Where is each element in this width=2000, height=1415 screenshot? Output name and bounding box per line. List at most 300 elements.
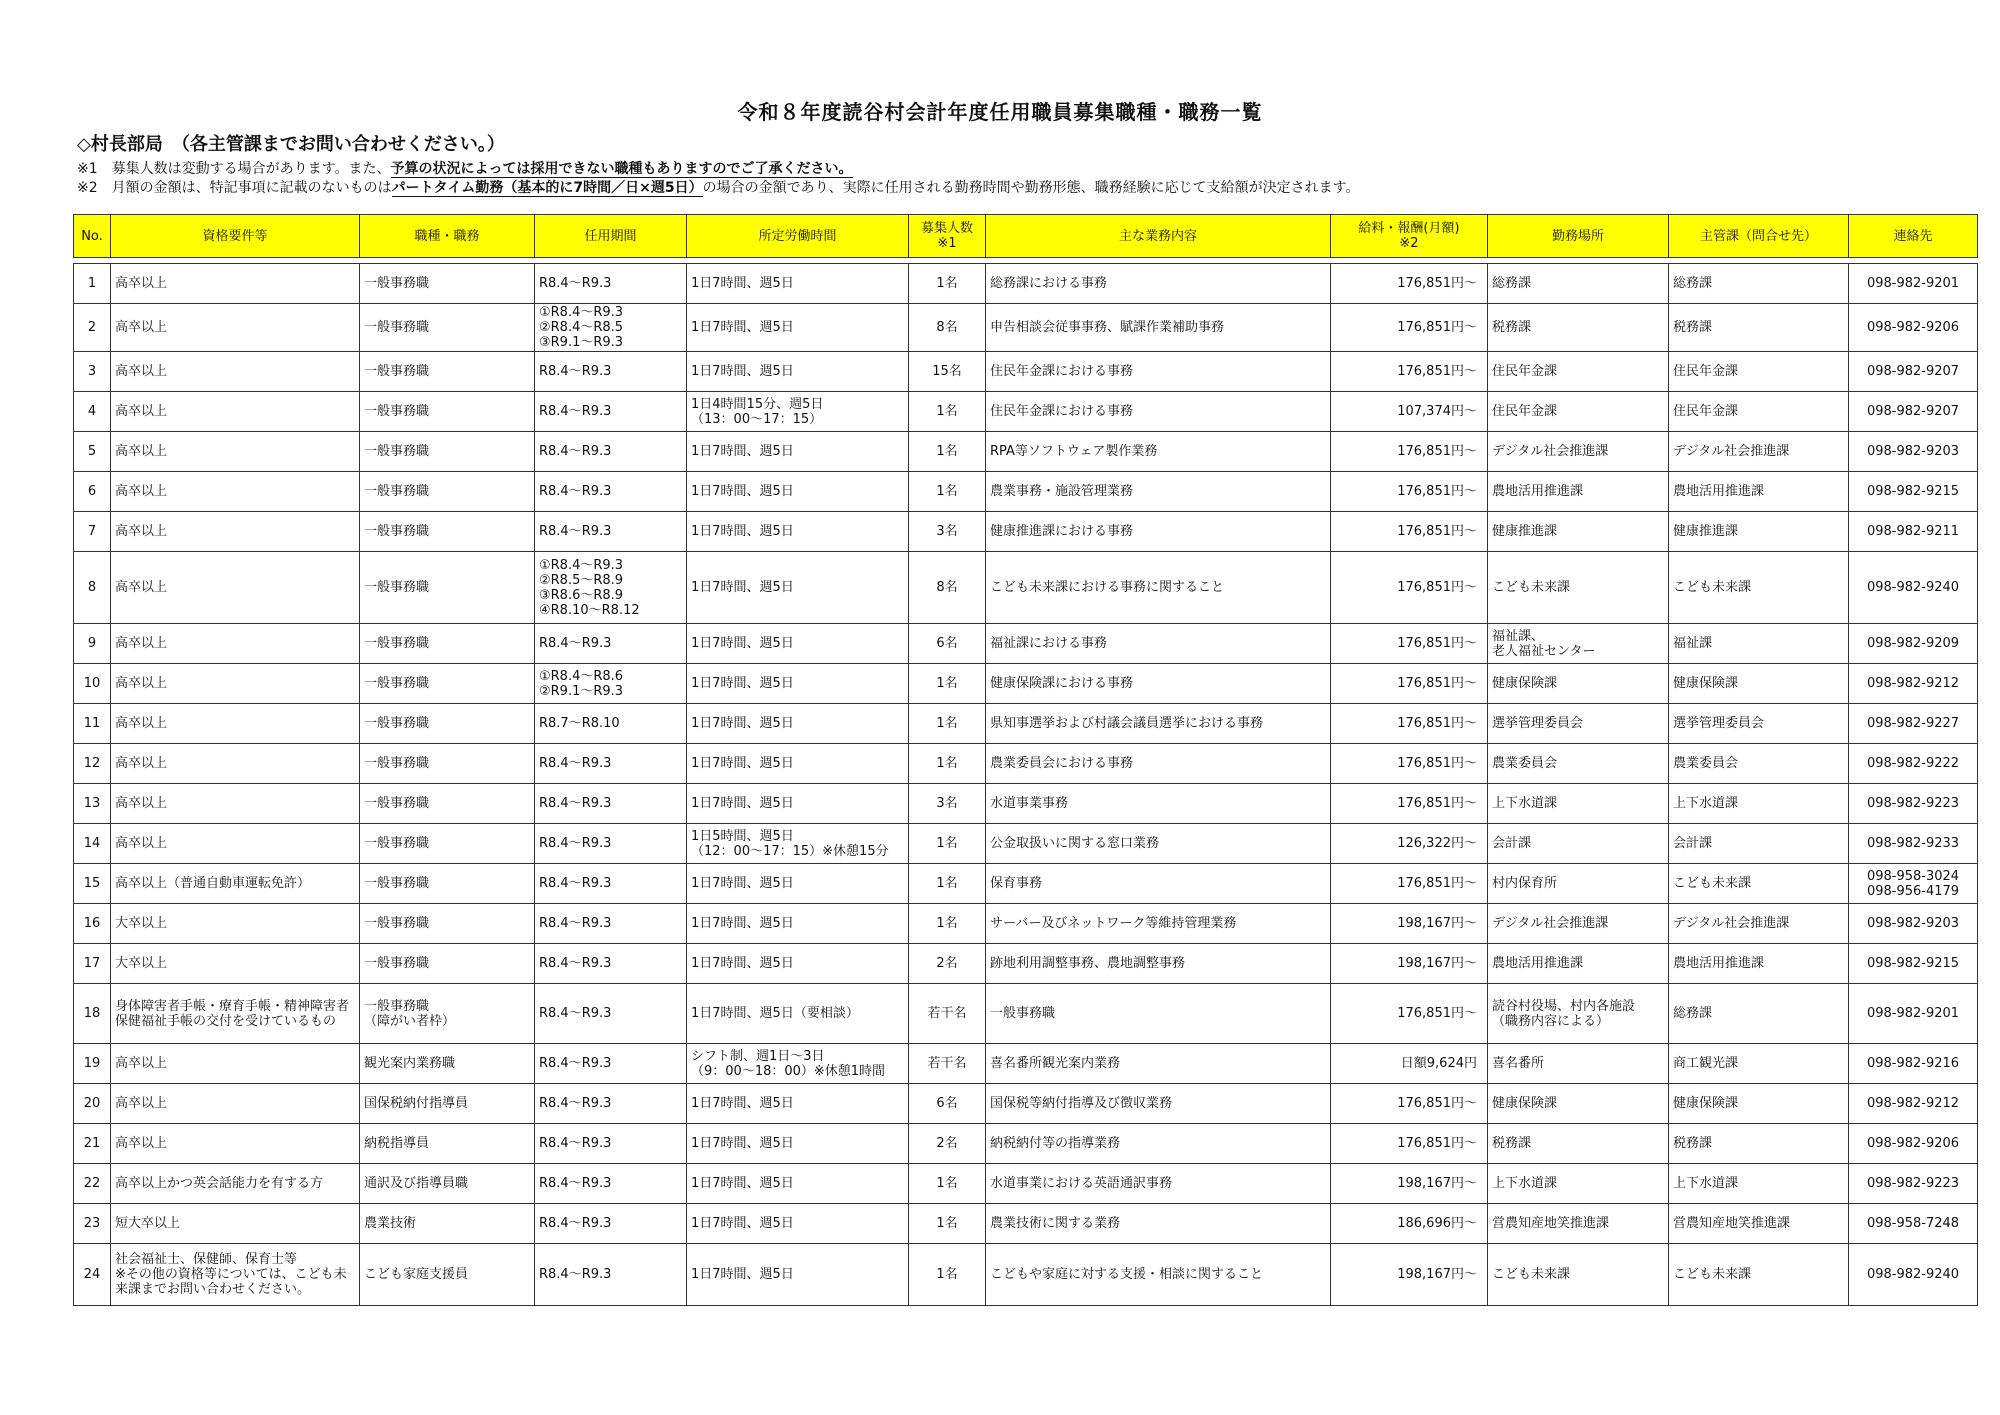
row-number: 17 bbox=[74, 944, 111, 984]
row-number: 9 bbox=[74, 624, 111, 664]
job-cell: 一般事務職 bbox=[360, 624, 535, 664]
hours-cell: 1日7時間、週5日 bbox=[687, 1124, 909, 1164]
department-cell: 商工観光課 bbox=[1669, 1044, 1849, 1084]
job-cell: 一般事務職 bbox=[360, 784, 535, 824]
pay-cell: 176,851円～ bbox=[1331, 512, 1488, 552]
qualification-cell: 高卒以上 bbox=[111, 432, 360, 472]
department-cell: 住民年金課 bbox=[1669, 352, 1849, 392]
row-number: 20 bbox=[74, 1084, 111, 1124]
department-cell: 農地活用推進課 bbox=[1669, 944, 1849, 984]
row-number: 5 bbox=[74, 432, 111, 472]
table-row bbox=[74, 744, 1978, 784]
job-cell: 一般事務職 bbox=[360, 704, 535, 744]
contact-cell: 098-958-7248 bbox=[1849, 1204, 1978, 1244]
job-cell: 一般事務職 bbox=[360, 392, 535, 432]
hours-cell: 1日7時間、週5日 bbox=[687, 432, 909, 472]
row-number: 24 bbox=[74, 1244, 111, 1306]
page-title: 令和８年度読谷村会計年度任用職員募集職種・職務一覧 bbox=[737, 100, 1263, 124]
duties-cell: 国保税等納付指導及び徴収業務 bbox=[986, 1084, 1331, 1124]
duties-cell: 喜名番所観光案内業務 bbox=[986, 1044, 1331, 1084]
count-cell: 15名 bbox=[909, 352, 986, 392]
contact-cell: 098-982-9201 bbox=[1849, 984, 1978, 1044]
pay-cell: 176,851円～ bbox=[1331, 1124, 1488, 1164]
table-row bbox=[74, 984, 1978, 1044]
department-cell: 上下水道課 bbox=[1669, 784, 1849, 824]
department-cell: 総務課 bbox=[1669, 264, 1849, 304]
row-number: 2 bbox=[74, 304, 111, 352]
department-cell: 健康推進課 bbox=[1669, 512, 1849, 552]
period-cell: R8.4～R9.3 bbox=[535, 824, 687, 864]
department-cell: デジタル社会推進課 bbox=[1669, 432, 1849, 472]
period-cell: R8.7～R8.10 bbox=[535, 704, 687, 744]
qualification-cell: 高卒以上 bbox=[111, 392, 360, 432]
duties-cell: 総務課における事務 bbox=[986, 264, 1331, 304]
duties-cell: こども未来課における事務に関すること bbox=[986, 552, 1331, 624]
contact-cell: 098-982-9203 bbox=[1849, 904, 1978, 944]
pay-cell: 176,851円～ bbox=[1331, 744, 1488, 784]
row-number: 8 bbox=[74, 552, 111, 624]
duties-cell: 一般事務職 bbox=[986, 984, 1331, 1044]
count-cell: 2名 bbox=[909, 944, 986, 984]
note-2-rest: の場合の金額であり、実際に任用される勤務時間や勤務形態、職務経験に応じて支給額が決定されます。 bbox=[702, 180, 1360, 196]
job-cell: 国保税納付指導員 bbox=[360, 1084, 535, 1124]
place-cell: 上下水道課 bbox=[1488, 1164, 1669, 1204]
qualification-cell: 高卒以上かつ英会話能力を有する方 bbox=[111, 1164, 360, 1204]
contact-cell: 098-982-9212 bbox=[1849, 664, 1978, 704]
qualification-cell: 身体障害者手帳・療育手帳・精神障害者保健福祉手帳の交付を受けているもの bbox=[111, 984, 360, 1044]
period-cell: R8.4～R9.3 bbox=[535, 1084, 687, 1124]
contact-cell: 098-982-9209 bbox=[1849, 624, 1978, 664]
place-cell: デジタル社会推進課 bbox=[1488, 904, 1669, 944]
duties-cell: 農業委員会における事務 bbox=[986, 744, 1331, 784]
duties-cell: RPA等ソフトウェア製作業務 bbox=[986, 432, 1331, 472]
count-cell: 1名 bbox=[909, 1164, 986, 1204]
count-cell: 1名 bbox=[909, 864, 986, 904]
count-cell: 1名 bbox=[909, 904, 986, 944]
header-count: 募集人数 ※1 bbox=[909, 215, 986, 258]
table-row bbox=[74, 824, 1978, 864]
table-row bbox=[74, 1044, 1978, 1084]
qualification-cell: 高卒以上 bbox=[111, 264, 360, 304]
place-cell: 村内保育所 bbox=[1488, 864, 1669, 904]
qualification-cell: 高卒以上 bbox=[111, 552, 360, 624]
note-1 bbox=[77, 158, 853, 178]
period-cell: R8.4～R9.3 bbox=[535, 864, 687, 904]
pay-cell: 198,167円～ bbox=[1331, 944, 1488, 984]
table-row bbox=[74, 1124, 1978, 1164]
count-cell: 1名 bbox=[909, 1204, 986, 1244]
count-cell: 1名 bbox=[909, 704, 986, 744]
header-duties: 主な業務内容 bbox=[986, 215, 1331, 258]
job-cell: 納税指導員 bbox=[360, 1124, 535, 1164]
job-cell: 一般事務職 bbox=[360, 552, 535, 624]
pay-cell: 176,851円～ bbox=[1331, 552, 1488, 624]
pay-cell: 198,167円～ bbox=[1331, 1164, 1488, 1204]
period-cell: R8.4～R9.3 bbox=[535, 784, 687, 824]
table-row bbox=[74, 552, 1978, 624]
hours-cell: 1日7時間、週5日 bbox=[687, 1084, 909, 1124]
row-number: 22 bbox=[74, 1164, 111, 1204]
place-cell: 税務課 bbox=[1488, 1124, 1669, 1164]
pay-cell: 176,851円～ bbox=[1331, 784, 1488, 824]
period-cell: R8.4～R9.3 bbox=[535, 352, 687, 392]
place-cell: 健康推進課 bbox=[1488, 512, 1669, 552]
period-cell: ①R8.4～R9.3 ②R8.4～R8.5 ③R9.1～R9.3 bbox=[535, 304, 687, 352]
period-cell: R8.4～R9.3 bbox=[535, 1124, 687, 1164]
pay-cell: 176,851円～ bbox=[1331, 264, 1488, 304]
duties-cell: こどもや家庭に対する支援・相談に関すること bbox=[986, 1244, 1331, 1306]
duties-cell: 納税納付等の指導業務 bbox=[986, 1124, 1331, 1164]
department-cell: 税務課 bbox=[1669, 1124, 1849, 1164]
duties-cell: 農業事務・施設管理業務 bbox=[986, 472, 1331, 512]
job-cell: 一般事務職 bbox=[360, 432, 535, 472]
header-pay: 給料・報酬(月額) ※2 bbox=[1331, 215, 1488, 258]
row-number: 18 bbox=[74, 984, 111, 1044]
hours-cell: 1日7時間、週5日（要相談） bbox=[687, 984, 909, 1044]
period-cell: R8.4～R9.3 bbox=[535, 512, 687, 552]
department-cell: 上下水道課 bbox=[1669, 1164, 1849, 1204]
department-cell: 農業委員会 bbox=[1669, 744, 1849, 784]
table-row bbox=[74, 392, 1978, 432]
table-row bbox=[74, 944, 1978, 984]
place-cell: こども未来課 bbox=[1488, 1244, 1669, 1306]
contact-cell: 098-982-9222 bbox=[1849, 744, 1978, 784]
period-cell: R8.4～R9.3 bbox=[535, 432, 687, 472]
duties-cell: 申告相談会従事事務、賦課作業補助事務 bbox=[986, 304, 1331, 352]
place-cell: 農地活用推進課 bbox=[1488, 472, 1669, 512]
period-cell: R8.4～R9.3 bbox=[535, 472, 687, 512]
note-1-text: ※1 募集人数は変動する場合があります。また、 bbox=[77, 161, 391, 177]
pay-cell: 107,374円～ bbox=[1331, 392, 1488, 432]
table-row bbox=[74, 472, 1978, 512]
table-row bbox=[74, 264, 1978, 304]
table-row bbox=[74, 664, 1978, 704]
count-cell: 1名 bbox=[909, 1244, 986, 1306]
contact-cell: 098-982-9207 bbox=[1849, 392, 1978, 432]
table-row bbox=[74, 304, 1978, 352]
contact-cell: 098-982-9223 bbox=[1849, 784, 1978, 824]
hours-cell: 1日7時間、週5日 bbox=[687, 512, 909, 552]
job-list-table bbox=[73, 214, 1978, 1306]
duties-cell: 水道事業事務 bbox=[986, 784, 1331, 824]
place-cell: デジタル社会推進課 bbox=[1488, 432, 1669, 472]
hours-cell: 1日7時間、週5日 bbox=[687, 704, 909, 744]
period-cell: R8.4～R9.3 bbox=[535, 984, 687, 1044]
place-cell: 上下水道課 bbox=[1488, 784, 1669, 824]
row-number: 3 bbox=[74, 352, 111, 392]
hours-cell: 1日7時間、週5日 bbox=[687, 1204, 909, 1244]
job-cell: 一般事務職 bbox=[360, 304, 535, 352]
period-cell: R8.4～R9.3 bbox=[535, 1044, 687, 1084]
pay-cell: 176,851円～ bbox=[1331, 352, 1488, 392]
pay-cell: 176,851円～ bbox=[1331, 432, 1488, 472]
duties-cell: 公金取扱いに関する窓口業務 bbox=[986, 824, 1331, 864]
contact-cell: 098-982-9206 bbox=[1849, 304, 1978, 352]
row-number: 4 bbox=[74, 392, 111, 432]
contact-cell: 098-958-3024 098-956-4179 bbox=[1849, 864, 1978, 904]
row-number: 1 bbox=[74, 264, 111, 304]
pay-cell: 198,167円～ bbox=[1331, 904, 1488, 944]
note-1-emphasis: 予算の状況によっては採用できない職種もありますのでご了承ください。 bbox=[390, 161, 853, 177]
period-cell: R8.4～R9.3 bbox=[535, 1164, 687, 1204]
job-cell: 一般事務職 （障がい者枠） bbox=[360, 984, 535, 1044]
hours-cell: 1日7時間、週5日 bbox=[687, 264, 909, 304]
department-cell: 総務課 bbox=[1669, 984, 1849, 1044]
header-job: 職種・職務 bbox=[360, 215, 535, 258]
department-cell: 住民年金課 bbox=[1669, 392, 1849, 432]
pay-cell: 176,851円～ bbox=[1331, 664, 1488, 704]
pay-cell: 176,851円～ bbox=[1331, 1084, 1488, 1124]
contact-cell: 098-982-9211 bbox=[1849, 512, 1978, 552]
job-cell: 一般事務職 bbox=[360, 664, 535, 704]
place-cell: 税務課 bbox=[1488, 304, 1669, 352]
pay-cell: 198,167円～ bbox=[1331, 1244, 1488, 1306]
job-cell: 一般事務職 bbox=[360, 864, 535, 904]
note-2 bbox=[77, 177, 1359, 197]
qualification-cell: 大卒以上 bbox=[111, 904, 360, 944]
header-no: No. bbox=[74, 215, 111, 258]
period-cell: R8.4～R9.3 bbox=[535, 1204, 687, 1244]
period-cell: R8.4～R9.3 bbox=[535, 264, 687, 304]
job-cell: 一般事務職 bbox=[360, 352, 535, 392]
duties-cell: 跡地利用調整事務、農地調整事務 bbox=[986, 944, 1331, 984]
count-cell: 1名 bbox=[909, 664, 986, 704]
row-number: 12 bbox=[74, 744, 111, 784]
qualification-cell: 高卒以上 bbox=[111, 1084, 360, 1124]
table-row bbox=[74, 432, 1978, 472]
contact-cell: 098-982-9227 bbox=[1849, 704, 1978, 744]
job-cell: 一般事務職 bbox=[360, 944, 535, 984]
place-cell: 健康保険課 bbox=[1488, 1084, 1669, 1124]
job-cell: 一般事務職 bbox=[360, 472, 535, 512]
header-place: 勤務場所 bbox=[1488, 215, 1669, 258]
period-cell: R8.4～R9.3 bbox=[535, 744, 687, 784]
place-cell: 総務課 bbox=[1488, 264, 1669, 304]
row-number: 19 bbox=[74, 1044, 111, 1084]
job-cell: 一般事務職 bbox=[360, 264, 535, 304]
pay-cell: 176,851円～ bbox=[1331, 984, 1488, 1044]
pay-cell: 176,851円～ bbox=[1331, 472, 1488, 512]
contact-cell: 098-982-9223 bbox=[1849, 1164, 1978, 1204]
table-row bbox=[74, 1204, 1978, 1244]
row-number: 16 bbox=[74, 904, 111, 944]
job-cell: 通訳及び指導員職 bbox=[360, 1164, 535, 1204]
table-row bbox=[74, 904, 1978, 944]
department-cell: 営農知産地笑推進課 bbox=[1669, 1204, 1849, 1244]
pay-cell: 176,851円～ bbox=[1331, 704, 1488, 744]
department-cell: 健康保険課 bbox=[1669, 664, 1849, 704]
place-cell: 福祉課、 老人福祉センター bbox=[1488, 624, 1669, 664]
row-number: 6 bbox=[74, 472, 111, 512]
contact-cell: 098-982-9215 bbox=[1849, 944, 1978, 984]
job-cell: 一般事務職 bbox=[360, 824, 535, 864]
period-cell: R8.4～R9.3 bbox=[535, 944, 687, 984]
department-cell: 会計課 bbox=[1669, 824, 1849, 864]
job-cell: こども家庭支援員 bbox=[360, 1244, 535, 1306]
job-cell: 農業技術 bbox=[360, 1204, 535, 1244]
pay-cell: 176,851円～ bbox=[1331, 864, 1488, 904]
contact-cell: 098-982-9207 bbox=[1849, 352, 1978, 392]
qualification-cell: 高卒以上（普通自動車運転免許） bbox=[111, 864, 360, 904]
qualification-cell: 高卒以上 bbox=[111, 624, 360, 664]
count-cell: 3名 bbox=[909, 512, 986, 552]
hours-cell: 1日7時間、週5日 bbox=[687, 904, 909, 944]
department-cell: デジタル社会推進課 bbox=[1669, 904, 1849, 944]
place-cell: 住民年金課 bbox=[1488, 392, 1669, 432]
row-number: 14 bbox=[74, 824, 111, 864]
qualification-cell: 高卒以上 bbox=[111, 1124, 360, 1164]
hours-cell: 1日7時間、週5日 bbox=[687, 304, 909, 352]
qualification-cell: 大卒以上 bbox=[111, 944, 360, 984]
hours-cell: 1日7時間、週5日 bbox=[687, 1164, 909, 1204]
row-number: 11 bbox=[74, 704, 111, 744]
row-number: 15 bbox=[74, 864, 111, 904]
hours-cell: 1日7時間、週5日 bbox=[687, 944, 909, 984]
header-hours: 所定労働時間 bbox=[687, 215, 909, 258]
hours-cell: 1日7時間、週5日 bbox=[687, 784, 909, 824]
place-cell: 営農知産地笑推進課 bbox=[1488, 1204, 1669, 1244]
department-cell: こども未来課 bbox=[1669, 864, 1849, 904]
hours-cell: 1日7時間、週5日 bbox=[687, 472, 909, 512]
header-period: 任用期間 bbox=[535, 215, 687, 258]
duties-cell: 健康保険課における事務 bbox=[986, 664, 1331, 704]
table-row bbox=[74, 512, 1978, 552]
department-cell: 農地活用推進課 bbox=[1669, 472, 1849, 512]
pay-cell: 176,851円～ bbox=[1331, 624, 1488, 664]
table-row bbox=[74, 704, 1978, 744]
department-cell: 福祉課 bbox=[1669, 624, 1849, 664]
note-2-text: ※2 月額の金額は、特記事項に記載のないものは bbox=[77, 180, 392, 196]
section-heading: ◇村長部局 （各主管課までお問い合わせください。） bbox=[77, 134, 505, 155]
qualification-cell: 高卒以上 bbox=[111, 304, 360, 352]
duties-cell: 県知事選挙および村議会議員選挙における事務 bbox=[986, 704, 1331, 744]
department-cell: こども未来課 bbox=[1669, 552, 1849, 624]
hours-cell: 1日4時間15分、週5日 （13：00～17：15） bbox=[687, 392, 909, 432]
place-cell: 喜名番所 bbox=[1488, 1044, 1669, 1084]
contact-cell: 098-982-9212 bbox=[1849, 1084, 1978, 1124]
hours-cell: 1日5時間、週5日 （12：00～17：15）※休憩15分 bbox=[687, 824, 909, 864]
period-cell: R8.4～R9.3 bbox=[535, 1244, 687, 1306]
count-cell: 2名 bbox=[909, 1124, 986, 1164]
qualification-cell: 短大卒以上 bbox=[111, 1204, 360, 1244]
count-cell: 若干名 bbox=[909, 1044, 986, 1084]
contact-cell: 098-982-9240 bbox=[1849, 552, 1978, 624]
pay-cell: 186,696円～ bbox=[1331, 1204, 1488, 1244]
duties-cell: 住民年金課における事務 bbox=[986, 352, 1331, 392]
count-cell: 1名 bbox=[909, 264, 986, 304]
table-row bbox=[74, 784, 1978, 824]
department-cell: 健康保険課 bbox=[1669, 1084, 1849, 1124]
hours-cell: 1日7時間、週5日 bbox=[687, 552, 909, 624]
count-cell: 6名 bbox=[909, 624, 986, 664]
qualification-cell: 高卒以上 bbox=[111, 744, 360, 784]
hours-cell: 1日7時間、週5日 bbox=[687, 624, 909, 664]
place-cell: 住民年金課 bbox=[1488, 352, 1669, 392]
period-cell: ①R8.4～R8.6 ②R9.1～R9.3 bbox=[535, 664, 687, 704]
header-department: 主管課（問合せ先） bbox=[1669, 215, 1849, 258]
table-row bbox=[74, 624, 1978, 664]
count-cell: 1名 bbox=[909, 744, 986, 784]
count-cell: 8名 bbox=[909, 552, 986, 624]
department-cell: 選挙管理委員会 bbox=[1669, 704, 1849, 744]
qualification-cell: 高卒以上 bbox=[111, 352, 360, 392]
period-cell: R8.4～R9.3 bbox=[535, 624, 687, 664]
qualification-cell: 社会福祉士、保健師、保育士等 ※その他の資格等については、こども未来課までお問い合わせください。 bbox=[111, 1244, 360, 1306]
hours-cell: 1日7時間、週5日 bbox=[687, 352, 909, 392]
department-cell: こども未来課 bbox=[1669, 1244, 1849, 1306]
duties-cell: 健康推進課における事務 bbox=[986, 512, 1331, 552]
duties-cell: 住民年金課における事務 bbox=[986, 392, 1331, 432]
period-cell: R8.4～R9.3 bbox=[535, 904, 687, 944]
place-cell: 農地活用推進課 bbox=[1488, 944, 1669, 984]
period-cell: R8.4～R9.3 bbox=[535, 392, 687, 432]
count-cell: 1名 bbox=[909, 824, 986, 864]
table-row bbox=[74, 352, 1978, 392]
hours-cell: 1日7時間、週5日 bbox=[687, 744, 909, 784]
row-number: 23 bbox=[74, 1204, 111, 1244]
count-cell: 1名 bbox=[909, 432, 986, 472]
job-cell: 一般事務職 bbox=[360, 512, 535, 552]
duties-cell: 水道事業における英語通訳事務 bbox=[986, 1164, 1331, 1204]
contact-cell: 098-982-9203 bbox=[1849, 432, 1978, 472]
table-header-row bbox=[74, 215, 1978, 258]
contact-cell: 098-982-9216 bbox=[1849, 1044, 1978, 1084]
count-cell: 3名 bbox=[909, 784, 986, 824]
job-cell: 観光案内業務職 bbox=[360, 1044, 535, 1084]
table-row bbox=[74, 864, 1978, 904]
pay-cell: 126,322円～ bbox=[1331, 824, 1488, 864]
job-cell: 一般事務職 bbox=[360, 904, 535, 944]
count-cell: 若干名 bbox=[909, 984, 986, 1044]
hours-cell: シフト制、週1日～3日 （9：00～18：00）※休憩1時間 bbox=[687, 1044, 909, 1084]
duties-cell: 保育事務 bbox=[986, 864, 1331, 904]
place-cell: 読谷村役場、村内各施設 （職務内容による） bbox=[1488, 984, 1669, 1044]
place-cell: こども未来課 bbox=[1488, 552, 1669, 624]
qualification-cell: 高卒以上 bbox=[111, 704, 360, 744]
contact-cell: 098-982-9240 bbox=[1849, 1244, 1978, 1306]
contact-cell: 098-982-9233 bbox=[1849, 824, 1978, 864]
header-qualification: 資格要件等 bbox=[111, 215, 360, 258]
row-number: 7 bbox=[74, 512, 111, 552]
row-number: 21 bbox=[74, 1124, 111, 1164]
row-number: 13 bbox=[74, 784, 111, 824]
qualification-cell: 高卒以上 bbox=[111, 472, 360, 512]
table-row bbox=[74, 1164, 1978, 1204]
department-cell: 税務課 bbox=[1669, 304, 1849, 352]
place-cell: 選挙管理委員会 bbox=[1488, 704, 1669, 744]
count-cell: 1名 bbox=[909, 392, 986, 432]
table-row bbox=[74, 1084, 1978, 1124]
duties-cell: サーバー及びネットワーク等維持管理業務 bbox=[986, 904, 1331, 944]
pay-cell: 日額9,624円 bbox=[1331, 1044, 1488, 1084]
duties-cell: 農業技術に関する業務 bbox=[986, 1204, 1331, 1244]
period-cell: ①R8.4～R9.3 ②R8.5～R8.9 ③R8.6～R8.9 ④R8.10～R8.12 bbox=[535, 552, 687, 624]
pay-cell: 176,851円～ bbox=[1331, 304, 1488, 352]
count-cell: 1名 bbox=[909, 472, 986, 512]
count-cell: 8名 bbox=[909, 304, 986, 352]
duties-cell: 福祉課における事務 bbox=[986, 624, 1331, 664]
job-cell: 一般事務職 bbox=[360, 744, 535, 784]
hours-cell: 1日7時間、週5日 bbox=[687, 1244, 909, 1306]
qualification-cell: 高卒以上 bbox=[111, 1044, 360, 1084]
place-cell: 会計課 bbox=[1488, 824, 1669, 864]
hours-cell: 1日7時間、週5日 bbox=[687, 664, 909, 704]
qualification-cell: 高卒以上 bbox=[111, 824, 360, 864]
hours-cell: 1日7時間、週5日 bbox=[687, 864, 909, 904]
qualification-cell: 高卒以上 bbox=[111, 784, 360, 824]
header-contact: 連絡先 bbox=[1849, 215, 1978, 258]
place-cell: 健康保険課 bbox=[1488, 664, 1669, 704]
